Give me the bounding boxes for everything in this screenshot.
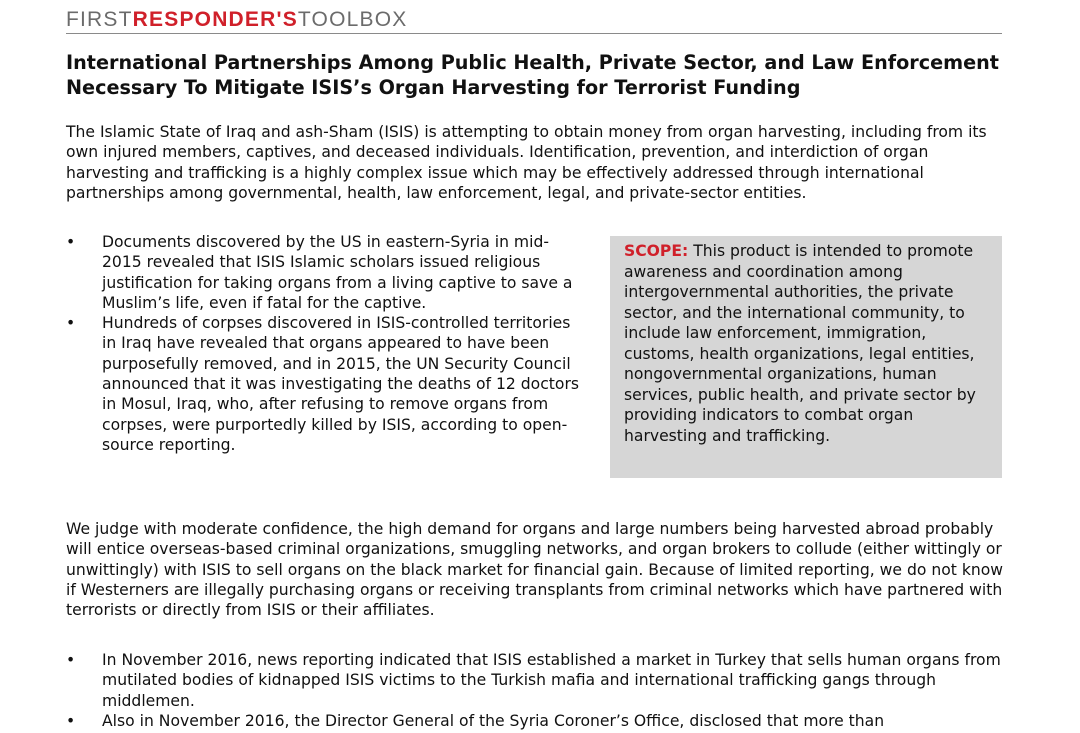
brand-toolbox: TOOLBOX (297, 8, 408, 31)
intro-paragraph: The Islamic State of Iraq and ash-Sham (ISIS) is attempting to obtain money from organ harvesting, including from its own injured members, captives, and deceased individuals. Identification, prevention, and interdiction of organ harvesting and trafficking is a highly complex issue which may be effectively addressed through international partnerships among governmental, health, law enforcement, legal, and private-sector entities. (66, 123, 987, 202)
judgment-paragraph: We judge with moderate confidence, the high demand for organs and large numbers being harvested abroad probably will entice overseas-based criminal organizations, smuggling networks, and organ brokers to collude (either wittingly or unwittingly) with ISIS to sell organs on the black market for financial gain. Because of limited reporting, we do not know if Westerners are illegally purchasing organs or receiving transplants from criminal networks which have partnered with terrorists or directly from ISIS or their affiliates. (66, 520, 1004, 620)
brand-responders: RESPONDER'S (132, 8, 298, 31)
bullet-list-1 (66, 232, 586, 455)
bullet-icon: • (66, 314, 76, 333)
bullet-text: Hundreds of corpses discovered in ISIS-controlled territories in Iraq have revealed that organs appeared to have been purposefully removed, and in 2015, the UN Security Council announced that it was investigating the deaths of 12 doctors in Mosul, Iraq, who, after refusing to remove organs from corpses, were purportedly killed by ISIS, according to open-source reporting. (102, 314, 579, 454)
bullet-text: Documents discovered by the US in eastern-Syria in mid-2015 revealed that ISIS Islamic scholars issued religious justification for taking organs from a living captive to save a Muslim’s life, even if fatal for the captive. (102, 233, 573, 312)
scope-box (610, 236, 1002, 478)
list-item (66, 650, 1006, 711)
brand-header (66, 8, 407, 32)
bullet-icon: • (66, 651, 76, 669)
brand-first: FIRST (66, 8, 133, 31)
list-item (66, 313, 586, 455)
list-item (66, 232, 586, 313)
bullet-icon: • (66, 711, 76, 730)
scope-label: SCOPE: (624, 242, 689, 260)
bullet-icon: • (66, 233, 76, 251)
document-title: International Partnerships Among Public Health, Private Sector, and Law Enforcement Necessary To Mitigate ISIS’s Organ Harvesting for Terrorist Funding (66, 51, 999, 99)
scope-text: This product is intended to promote awareness and coordination among intergovernmental authorities, the private sector, and the international community, to include law enforcement, immigration, customs, health organizations, legal entities, nongovernmental organizations, human services, public health, and private sector by providing indicators to combat organ harvesting and trafficking. (624, 242, 976, 445)
bullet-list-2 (66, 650, 1006, 731)
list-item (66, 711, 1006, 731)
bullet-text: In November 2016, news reporting indicated that ISIS established a market in Turkey that sells human organs from mutilated bodies of kidnapped ISIS victims to the Turkish mafia and international trafficking gangs through middlemen. (102, 651, 1001, 710)
bullet-text: Also in November 2016, the Director General of the Syria Coroner’s Office, disclosed that more than (102, 711, 885, 730)
header-rule (66, 33, 1002, 34)
